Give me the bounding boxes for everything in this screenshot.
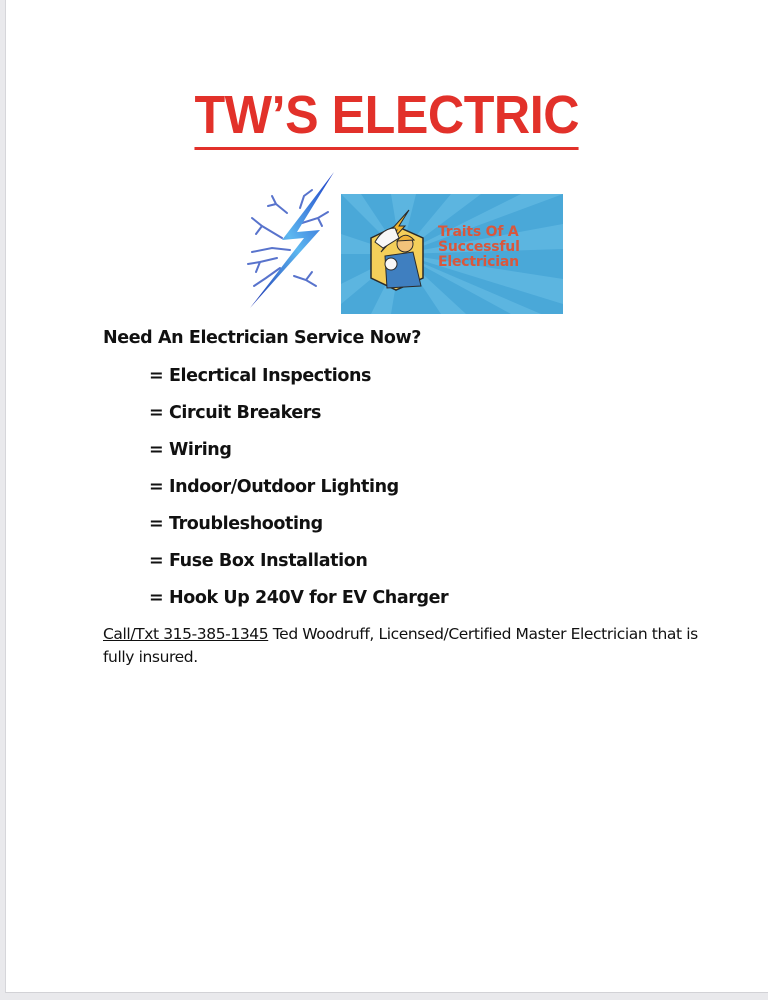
service-item: = Elecrtical Inspections xyxy=(149,366,372,386)
page-title: TW’S ELECTRIC xyxy=(195,86,580,150)
service-item: = Wiring xyxy=(149,440,232,460)
title-block xyxy=(6,86,768,150)
services-list xyxy=(149,365,448,624)
electrician-banner-image xyxy=(341,194,563,314)
lightning-bolt-icon xyxy=(242,168,340,313)
phone-link[interactable]: Call/Txt 315-385-1345 xyxy=(103,625,269,643)
services-heading: Need An Electrician Service Now? xyxy=(103,328,422,348)
service-item: = Circuit Breakers xyxy=(149,403,322,423)
document-page xyxy=(5,0,768,993)
service-item: = Fuse Box Installation xyxy=(149,551,368,571)
contact-paragraph xyxy=(103,623,703,669)
banner-line-3: Electrician xyxy=(438,254,519,270)
banner-line-2: Successful xyxy=(438,239,520,255)
contact-description: Ted Woodruff, Licensed/Certified Master Electrician that is fully insured. xyxy=(103,625,698,666)
banner-line-1: Traits Of A xyxy=(438,224,519,240)
service-item: = Troubleshooting xyxy=(149,514,323,534)
service-item: = Indoor/Outdoor Lighting xyxy=(149,477,399,497)
banner-caption xyxy=(438,225,520,270)
service-item: = Hook Up 240V for EV Charger xyxy=(149,588,449,608)
electrician-worker-icon xyxy=(361,208,436,298)
